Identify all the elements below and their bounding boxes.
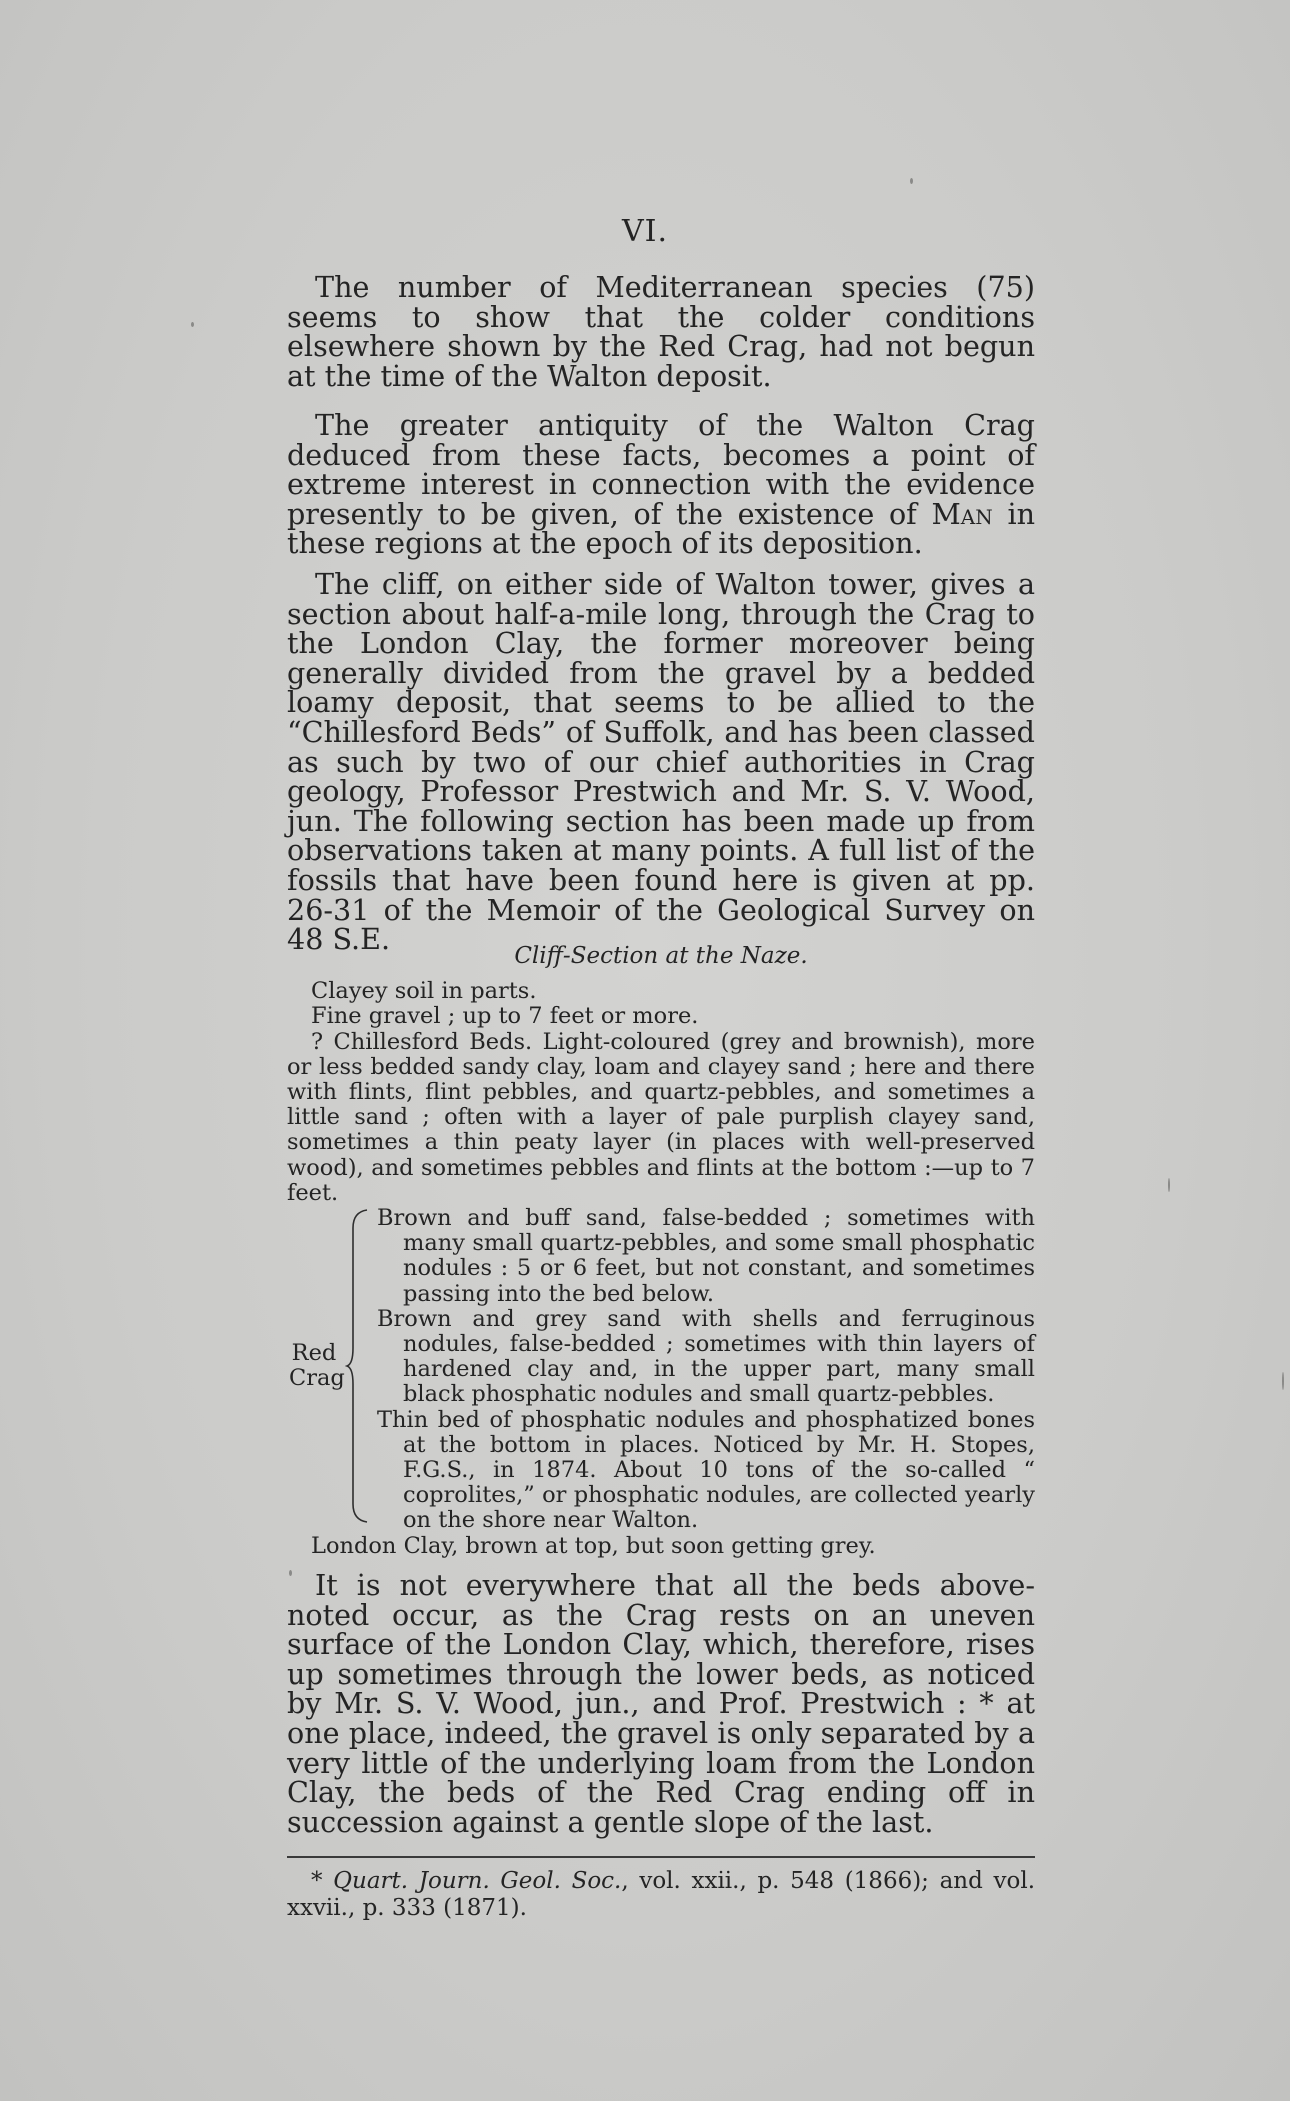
smallcaps-man: Man (931, 496, 993, 531)
text-block-upper (287, 270, 1036, 560)
red-crag-group (287, 1206, 1035, 1534)
paper-speck (1282, 1372, 1284, 1390)
layer-london-clay: London Clay, brown at top, but soon getting grey. (311, 1532, 876, 1559)
footnote-citation: , vol. xxii., p. 548 (1866); and vol. xxvii., p. 333 (1871). (287, 1868, 1036, 1921)
layer-clayey-soil: Clayey soil in parts. (311, 978, 537, 1005)
paper-speck (289, 1570, 292, 1576)
red-crag-label-line1: Red (291, 1340, 337, 1367)
footnote (287, 1868, 1035, 1922)
footnote-journal: Quart. Journ. Geol. Soc. (333, 1868, 622, 1894)
paragraph-antiquity-end: in these regions at the epoch of its deposition. (287, 496, 1036, 560)
section-title: Cliff-Section at the Naze. (514, 943, 808, 969)
red-crag-bed-nodules: Thin bed of phosphatic nodules and phosphatized bones at the bottom in places. Noticed by Mr. H. Stopes, F.G.S., in 1874. About 10 tons of the so-called “ coprolites,” or phosphatic nodules, are collected yearly on the shore near Walton. (377, 1406, 1035, 1534)
red-crag-label (289, 1340, 345, 1392)
red-crag-bed-upper: Brown and buff sand, false-bedded ; sometimes with many small quartz-pebbles, and some small phosphatic nodules : 5 or 6 feet, but not constant, and sometimes passing into the bed below. (377, 1205, 1035, 1307)
page-number: VI. (621, 214, 669, 249)
paragraph-cliff: The cliff, on either side of Walton tower, gives a section about half-a-mile long, through the Crag to the London Clay, the former moreover being generally divided from the gravel by a bedded loamy deposit, that seems to be allied to the “Chillesford Beds” of Suffolk, and has been classed as such by two of our chief authorities in Crag geology, Professor Prestwich and Mr. S. V. Wood, jun. The following section has been made up from observations taken at many points. A full list of the fossils that have been found here is given at pp. 26-31 of the Memoir of the Geological Survey on 48 S.E. (287, 567, 1035, 957)
layer-chillesford-beds: ? Chillesford Beds. Light-coloured (grey and brownish), more or less bedded sandy clay, loam and clayey sand ; here and there with flints, flint pebbles, and quartz-pebbles, and sometimes a little sand ; often with a layer of pale purplish clayey sand, sometimes a thin peaty layer (in places with well-preserved wood), and sometimes pebbles and flints at the bottom :—up to 7 feet. (287, 1028, 1035, 1206)
red-crag-bed-middle: Brown and grey sand with shells and ferruginous nodules, false-bedded ; sometimes with thin layers of hardened clay and, in the upper part, many small black phosphatic nodules and small quartz-pebbles. (377, 1305, 1035, 1408)
footnote-divider (287, 1856, 1035, 1858)
paragraph-antiquity-text: The greater antiquity of the Walton Crag deduced from these facts, becomes a point of extreme interest in connection with the evidence presently to be given, of the existence of (287, 408, 1035, 531)
paper-speck (191, 322, 194, 327)
paper-speck (910, 178, 913, 184)
layer-fine-gravel: Fine gravel ; up to 7 feet or more. (311, 1003, 699, 1030)
footnote-marker: * (311, 1868, 334, 1894)
text-block-closing (287, 1568, 1035, 1839)
paper-speck (1168, 1178, 1170, 1192)
paragraph-uneven-surface: It is not everywhere that all the beds above-noted occur, as the Crag rests on an uneven surface of the London Clay, which, therefore, rises up sometimes through the lower beds, as noticed by Mr. S. V. Wood, jun., and Prof. Prestwich : * at one place, indeed, the gravel is only separated by a very little of the underlying loam from the London Clay, the beds of the Red Crag ending off in succession against a gentle slope of the last. (287, 1568, 1035, 1839)
paragraph-antiquity (287, 408, 1036, 560)
brace-icon (345, 1208, 371, 1524)
cliff-section (287, 944, 1035, 1559)
paragraph-mediterranean: The number of Mediterranean species (75) seems to show that the colder conditions elsewhere shown by the Red Crag, had not begun at the time of the Walton deposit. (287, 270, 1035, 393)
red-crag-label-line2: Crag (289, 1365, 345, 1392)
